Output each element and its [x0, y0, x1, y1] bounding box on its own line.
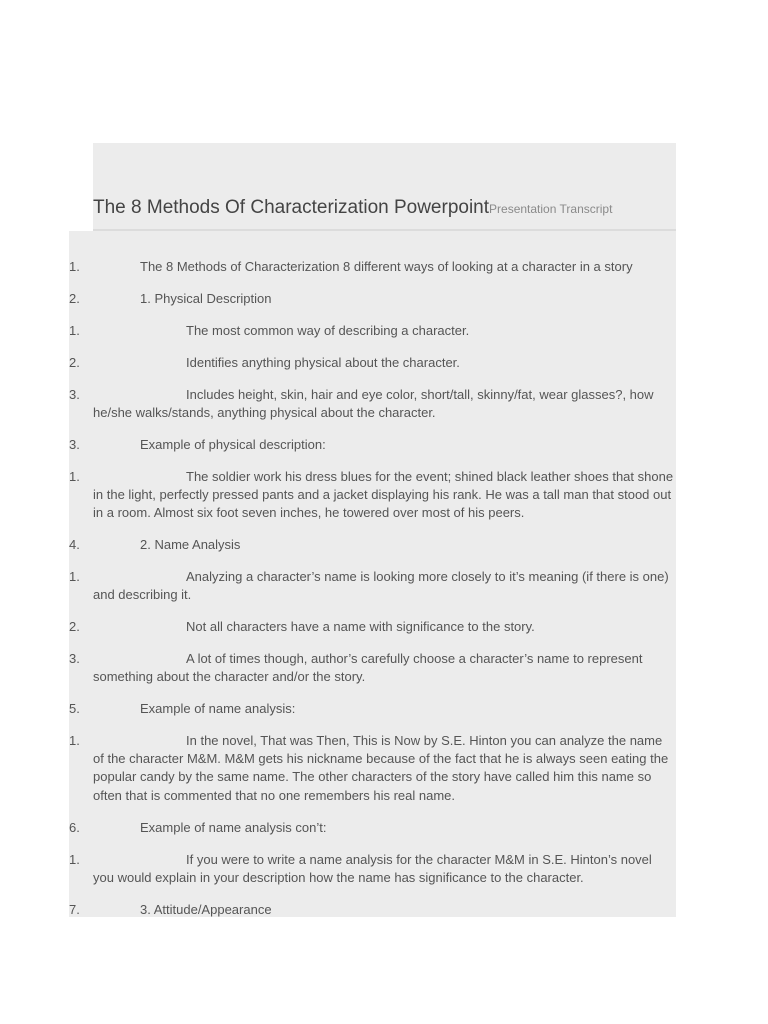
- list-text: Analyzing a character’s name is looking more closely to it’s meaning (if there is one) and describing it.: [93, 569, 669, 603]
- list-text: A lot of times though, author’s carefully choose a character’s name to represent something about the character and/or the story.: [93, 651, 643, 685]
- list-text: Not all characters have a name with significance to the story.: [186, 619, 535, 634]
- list-text: In the novel, That was Then, This is Now by S.E. Hinton you can analyze the name of the character M&M. M&M gets his nickname because of the fact that he is always seen eating the popular candy by the same name. The other characters of the story have called him this name so often that is commented that no one remembers his real name.: [93, 733, 669, 803]
- page-title: The 8 Methods Of Characterization Powerpoint: [93, 197, 490, 218]
- list-number: 1.: [69, 469, 80, 484]
- list-number: 3.: [69, 387, 80, 402]
- list-number: 2.: [69, 291, 80, 306]
- list-number: 4.: [69, 537, 80, 552]
- list-text: The 8 Methods of Characterization 8 different ways of looking at a character in a story: [140, 259, 633, 274]
- list-number: 1.: [69, 569, 80, 584]
- list-text: If you were to write a name analysis for the character M&M in S.E. Hinton’s novel you would explain in your description how the name has significance to the character.: [93, 852, 652, 886]
- list-number: 2.: [69, 355, 80, 370]
- list-text: 1. Physical Description: [140, 291, 272, 306]
- list-number: 1.: [69, 259, 80, 274]
- list-text: Identifies anything physical about the character.: [186, 355, 460, 370]
- list-text: 3. Attitude/Appearance: [140, 902, 272, 917]
- list-text: The soldier work his dress blues for the event; shined black leather shoes that shone in the light, perfectly pressed pants and a jacket displaying his rank. He was a tall man that stood out in a room. Almost six foot seven inches, he towered over most of his peers.: [93, 469, 674, 521]
- list-number: 7.: [69, 902, 80, 917]
- list-number: 2.: [69, 619, 80, 634]
- list-number: 1.: [69, 733, 80, 748]
- list-number: 5.: [69, 701, 80, 716]
- list-number: 3.: [69, 437, 80, 452]
- list-text: Includes height, skin, hair and eye color, short/tall, skinny/fat, wear glasses?, how he/she walks/stands, anything physical about the character.: [93, 387, 654, 421]
- transcript-panel: [69, 231, 676, 917]
- list-number: 6.: [69, 820, 80, 835]
- list-text: 2. Name Analysis: [140, 537, 241, 552]
- page-subtitle: Presentation Transcript: [489, 202, 613, 216]
- list-number: 1.: [69, 852, 80, 867]
- list-text: Example of physical description:: [140, 437, 326, 452]
- list-text: Example of name analysis con’t:: [140, 820, 327, 835]
- title-line: [93, 197, 612, 219]
- list-text: Example of name analysis:: [140, 701, 296, 716]
- list-text: The most common way of describing a character.: [186, 323, 470, 338]
- list-number: 3.: [69, 651, 80, 666]
- list-number: 1.: [69, 323, 80, 338]
